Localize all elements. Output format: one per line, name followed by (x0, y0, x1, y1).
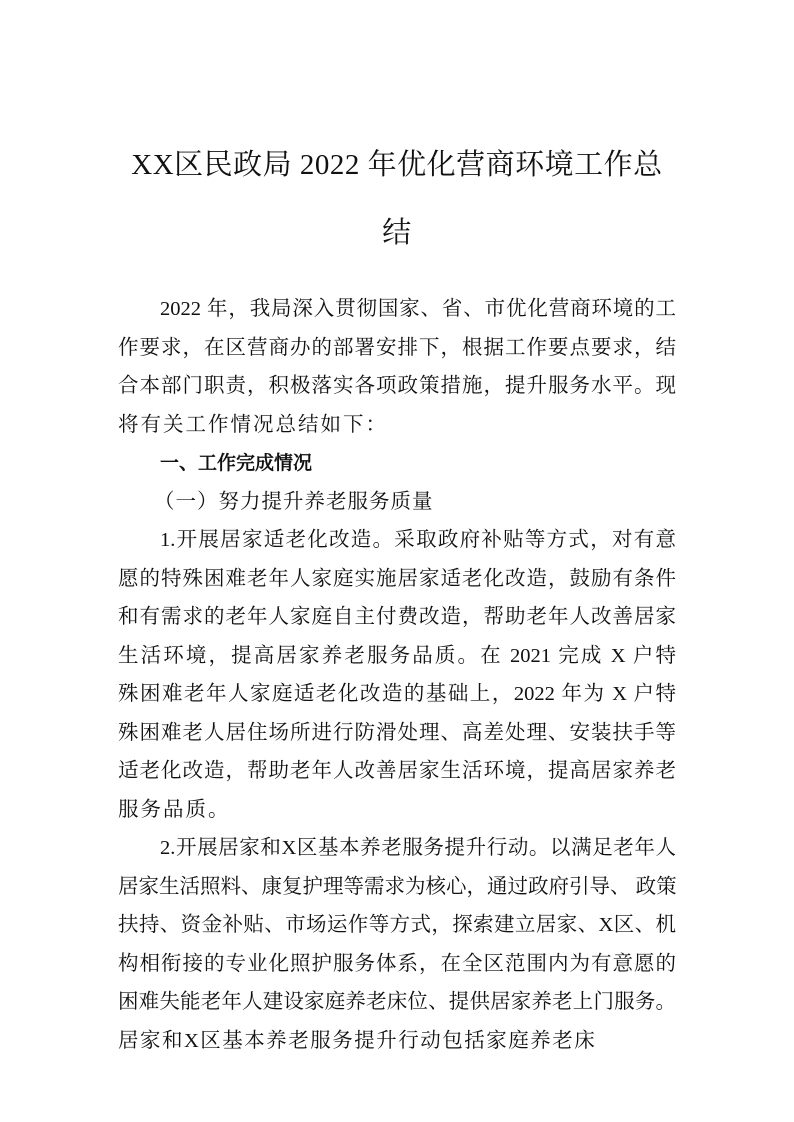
document-body (118, 290, 676, 1060)
document-title-line-1: XX区民政局 2022 年优化营商环境工作总 (131, 149, 663, 181)
paragraph-line: 殊困难老年人家庭适老化改造的基础上，2022 年为 X 户特 (118, 683, 676, 705)
paragraph-line: 愿的特殊困难老年人家庭实施居家适老化改造，鼓励有条件 (118, 567, 676, 590)
intro-line: 合本部门职责，积极落实各项政策措施，提升服务水平。现 (118, 375, 676, 397)
paragraph-line: 和有需求的老年人家庭自主付费改造，帮助老年人改善居家 (118, 606, 676, 628)
paragraph-line: 困难失能老年人建设家庭养老床位、提供居家养老上门服务。 (118, 991, 676, 1013)
intro-line: 2022 年，我局深入贯彻国家、省、市优化营商环境的工 (160, 298, 676, 320)
intro-line: 作要求，在区营商办的部署安排下，根据工作要点要求，结 (118, 336, 676, 359)
document-title-line-2: 结 (382, 217, 412, 249)
paragraph-line: 生活环境，提高居家养老服务品质。在 2021 完成 X 户特 (118, 644, 676, 667)
paragraph-line: 构相衔接的专业化照护服务体系，在全区范围内为有意愿的 (118, 952, 676, 975)
paragraph-line: 服务品质。 (118, 798, 231, 821)
intro-line: 将有关工作情况总结如下： (118, 413, 388, 436)
paragraph-line: 扶持、资金补贴、市场运作等方式，探索建立居家、X区、机 (118, 914, 676, 936)
paragraph-line: 居家生活照料、康复护理等需求为核心，通过政府引导、 政策 (118, 875, 677, 898)
paragraph-line: 殊困难老人居住场所进行防滑处理、高差处理、安装扶手等 (118, 721, 676, 744)
paragraph-line: 1.开展居家适老化改造。采取政府补贴等方式，对有意 (160, 529, 676, 551)
paragraph-line: 居家和X区基本养老服务提升行动包括家庭养老床 (118, 1029, 597, 1052)
paragraph-line: 适老化改造，帮助老年人改善居家生活环境，提高居家养老 (118, 760, 676, 782)
section-heading: 一、工作完成情况 (160, 452, 313, 474)
paragraph-line: 2.开展居家和X区基本养老服务提升行动。以满足老年人 (160, 837, 676, 859)
subsection-heading: （一）努力提升养老服务质量 (154, 490, 434, 513)
